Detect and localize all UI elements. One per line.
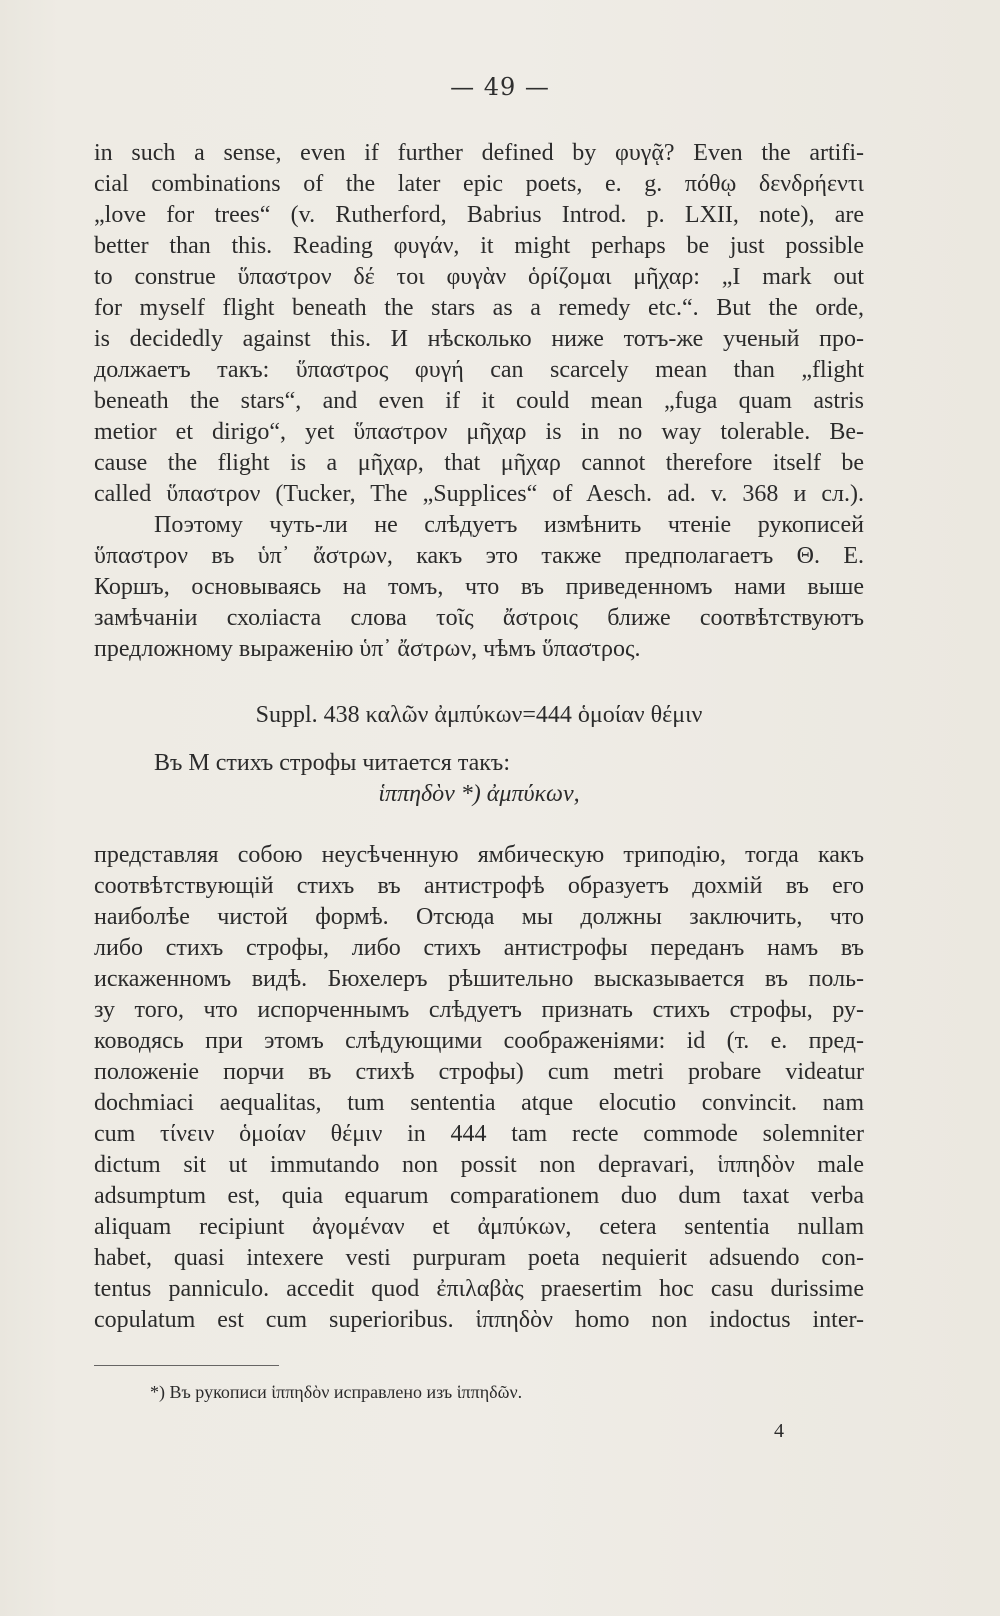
text-line: in such a sense, even if further defined by φυγᾷ? Even the artifi- — [94, 140, 864, 166]
text-line: замѣчаніи схоліаста слова τοῖς ἄστροις ближе соотвѣтствуютъ — [94, 605, 864, 631]
text-line: cum τίνειν ὁμοίαν θέμιν in 444 tam recte commode solemniter — [94, 1121, 864, 1147]
text-line: for myself flight beneath the stars as a remedy etc.“. But the orde, — [94, 295, 864, 321]
text-line: to construe ὕπαστρον δέ τοι φυγὰν ὁρίζομαι μῆχαρ: „I mark out — [94, 264, 864, 290]
heading-text: Suppl. 438 καλῶν ἀμπύκων=444 ὁμοίαν θέμιν — [255, 702, 703, 728]
footnote-separator — [94, 1365, 279, 1366]
text-line: beneath the stars“, and even if it could mean „fuga quam astris — [94, 388, 864, 414]
text-line: ководясь при этомъ слѣдующими соображеніями: id (т. е. пред- — [94, 1028, 864, 1054]
text-line: better than this. Reading φυγάν, it might perhaps be just possible — [94, 233, 864, 259]
signature-mark: 4 — [774, 1420, 784, 1442]
paragraph-manuscript-reading — [94, 748, 864, 810]
text-line: соотвѣтствующій стихъ въ антистрофѣ образуетъ дохмій въ его — [94, 873, 864, 899]
text-line: искаженномъ видѣ. Бюхелеръ рѣшительно высказывается въ поль- — [94, 966, 864, 992]
text-line: предложному выраженію ὑπ᾽ ἄστρων, чѣмъ ὕπαστρος. — [94, 636, 641, 662]
section-heading — [94, 700, 864, 731]
paragraph-buecheler — [94, 840, 864, 1336]
text-line: Поэтому чуть-ли не слѣдуетъ измѣнить чтеніе рукописей — [154, 512, 864, 538]
text-line: либо стихъ строфы, либо стихъ антистрофы переданъ намъ въ — [94, 935, 864, 961]
text-line: tentus panniculo. accedit quod ἐπιλαβὰς praesertim hoc casu durissime — [94, 1276, 864, 1302]
text-line: dochmiaci aequalitas, tum sententia atque elocutio convincit. nam — [94, 1090, 864, 1116]
text-line: habet, quasi intexere vesti purpuram poeta nequierit adsuendo con- — [94, 1245, 864, 1271]
text-line: called ὕπαστρον (Tucker, The „Supplices“ of Aesch. ad. v. 368 и сл.). — [94, 481, 864, 507]
page-number: — 49 — — [450, 73, 550, 101]
text-line: metior et dirigo“, yet ὕπαστρον μῆχαρ is in no way tolerable. Be- — [94, 419, 864, 445]
text-line: наиболѣе чистой формѣ. Отсюда мы должны заключить, что — [94, 904, 864, 930]
text-line: cial combinations of the later epic poets, e. g. πόθῳ δενδρήεντι — [94, 171, 864, 197]
text-line: зу того, что испорченнымъ слѣдуетъ признать стихъ строфы, ру- — [94, 997, 864, 1023]
text-line: is decidedly against this. И нѣсколько ниже тотъ-же ученый про- — [94, 326, 864, 352]
text-line: представляя собою неусѣченную ямбическую триподію, тогда какъ — [94, 842, 864, 868]
text-line: ὕπαστρον въ ὑπ᾽ ἄστρων, какъ это также предполагаетъ Θ. Е. — [94, 543, 864, 569]
text-line: Коршъ, основываясь на томъ, что въ приведенномъ нами выше — [94, 574, 864, 600]
text-line: cause the flight is a μῆχαρ, that μῆχαρ cannot therefore itself be — [94, 450, 864, 476]
text-line: copulatum est cum superioribus. ἱππηδὸν homo non indoctus inter- — [94, 1307, 864, 1333]
text-line: „love for trees“ (v. Rutherford, Babrius Introd. p. LXII, note), are — [94, 202, 864, 228]
text-line: должаетъ такъ: ὕπαστρος φυγή can scarcely mean than „flight — [94, 357, 864, 383]
text-line: dictum sit ut immutando non possit non depravari, ἱππηδὸν male — [94, 1152, 864, 1178]
paragraph-english-quote — [94, 138, 864, 510]
footnote: *) Въ рукописи ἱππηδὸν исправлено изъ ἱππηδῶν. — [150, 1382, 523, 1402]
verse-line: ἱππηδὸν *) ἀμπύκων, — [378, 781, 580, 807]
paragraph-korsh — [94, 510, 864, 665]
text-line: aliquam recipiunt ἀγομέναν et ἀμπύκων, cetera sententia nullam — [94, 1214, 864, 1240]
text-line: adsumptum est, quia equarum comparationem duo dum taxat verba — [94, 1183, 864, 1209]
text-line: Въ М стихъ строфы читается такъ: — [154, 750, 510, 776]
text-line: положеніе порчи въ стихѣ строфы) cum metri probare videatur — [94, 1059, 864, 1085]
